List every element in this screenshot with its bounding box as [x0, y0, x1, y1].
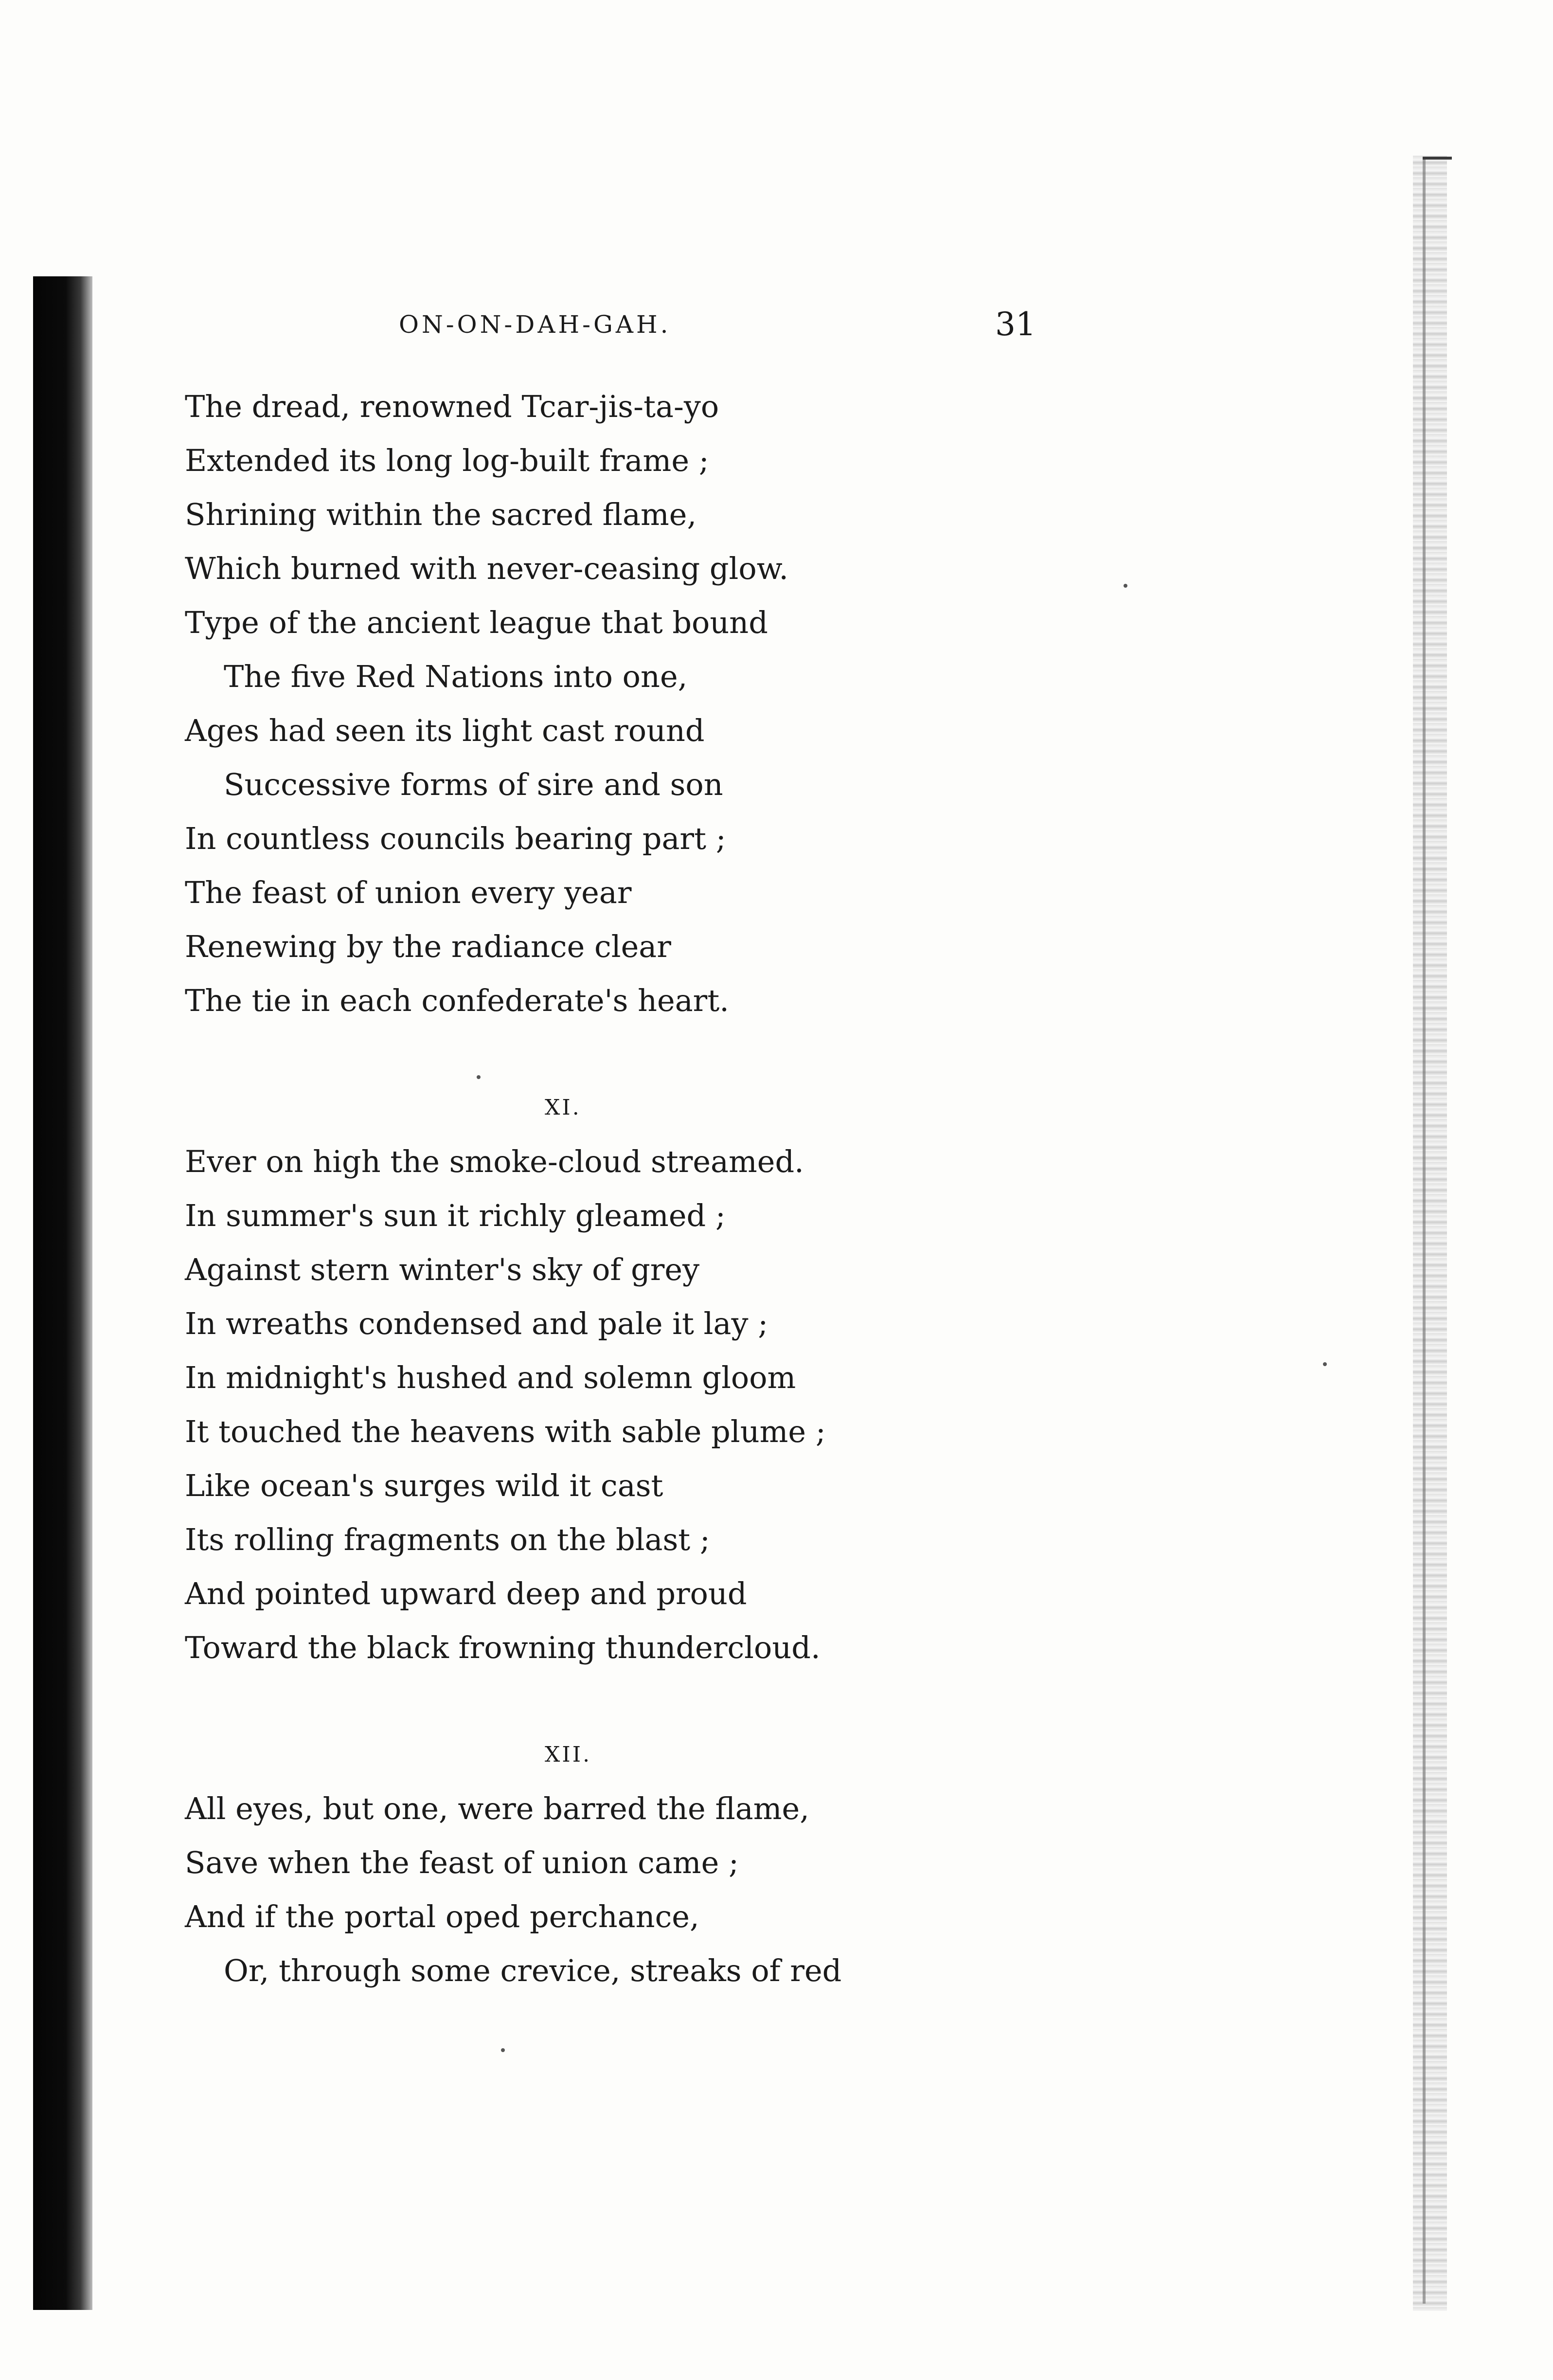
verse-line: In summer's sun it richly gleamed ; — [185, 1198, 726, 1233]
verse-line: Like ocean's surges wild it cast — [185, 1468, 663, 1503]
verse-line: Or, through some crevice, streaks of red — [224, 1953, 842, 1988]
scan-speck — [1124, 584, 1127, 588]
page-edge — [1413, 156, 1447, 2311]
verse-line: Type of the ancient league that bound — [185, 605, 768, 640]
verse-line: Its rolling fragments on the blast ; — [185, 1522, 710, 1557]
poem-body — [185, 379, 914, 1998]
verse-line: The five Red Nations into one, — [224, 659, 688, 694]
page-number: 31 — [995, 306, 1036, 343]
verse-line: Extended its long log-built frame ; — [185, 443, 709, 478]
verse-line: Renewing by the radiance clear — [185, 929, 671, 964]
stanza-gap — [185, 1675, 914, 1718]
verse-line: Shrining within the sacred flame, — [185, 497, 697, 532]
page-header — [190, 306, 1036, 349]
verse-line: In wreaths condensed and pale it lay ; — [185, 1306, 768, 1341]
verse-line: The dread, renowned Tcar-jis-ta-yo — [185, 389, 719, 424]
verse-line: In countless councils bearing part ; — [185, 821, 726, 856]
running-title: ON-ON-DAH-GAH. — [399, 310, 671, 339]
page-edge-line — [1423, 158, 1426, 2304]
stanza-number: XII. — [545, 1742, 592, 1767]
stanza-number: XI. — [545, 1095, 581, 1120]
verse-line: Toward the black frowning thundercloud. — [185, 1630, 821, 1665]
verse-line: The tie in each confederate's heart. — [185, 983, 729, 1018]
verse-line: Successive forms of sire and son — [224, 767, 723, 802]
verse-line: And if the portal oped perchance, — [185, 1899, 699, 1934]
verse-line: Against stern winter's sky of grey — [185, 1252, 700, 1287]
verse-line: It touched the heavens with sable plume ; — [185, 1414, 826, 1449]
verse-line: Ever on high the smoke-cloud streamed. — [185, 1144, 804, 1179]
verse-line: Ages had seen its light cast round — [185, 713, 705, 748]
scan-speck — [501, 2048, 505, 2052]
scan-speck — [477, 1075, 481, 1079]
page-edge-corner — [1423, 157, 1452, 160]
scan-speck — [1323, 1362, 1327, 1366]
verse-line: And pointed upward deep and proud — [185, 1576, 747, 1611]
verse-line: The feast of union every year — [185, 875, 632, 910]
verse-line: Save when the feast of union came ; — [185, 1845, 739, 1880]
binding-shadow — [33, 276, 92, 2310]
stanza-gap — [185, 1028, 914, 1071]
verse-line: In midnight's hushed and solemn gloom — [185, 1360, 796, 1395]
verse-line: Which burned with never-ceasing glow. — [185, 551, 789, 586]
verse-line: All eyes, but one, were barred the flame, — [185, 1791, 809, 1826]
